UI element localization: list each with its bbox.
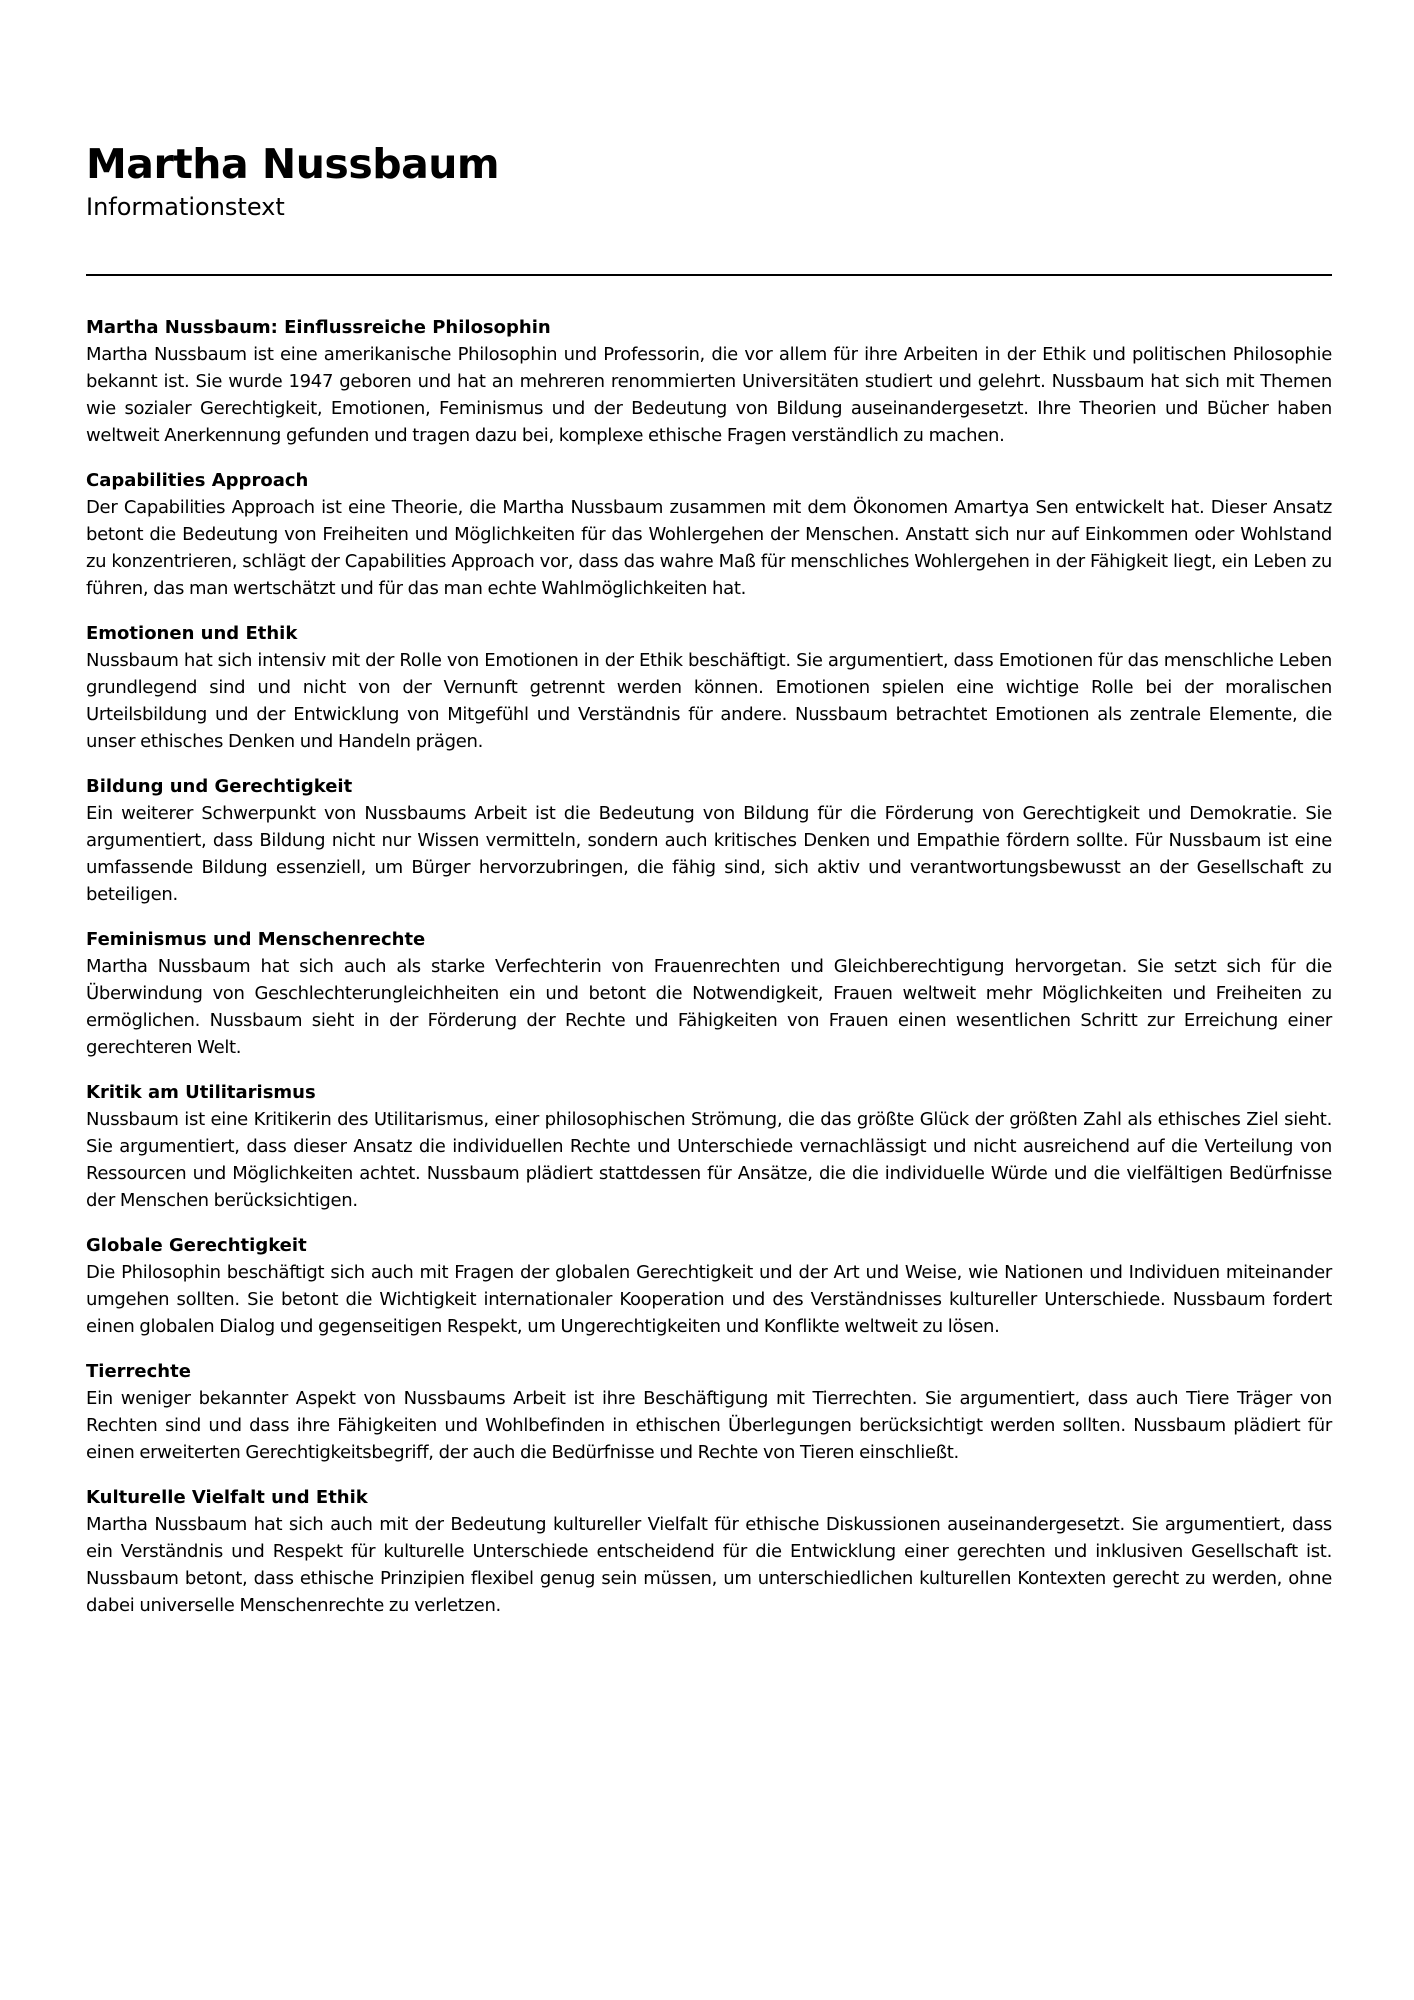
sections-container [86,314,1332,1619]
section-heading: Kulturelle Vielfalt und Ethik [86,1487,368,1508]
section-body: Ein weiterer Schwerpunkt von Nussbaums Arbeit ist die Bedeutung von Bildung für die Förderung von Gerechtigkeit und Demokratie. Sie argumentiert, dass Bildung nicht nur Wissen vermitteln, sondern auch kritisches Denken und Empathie fördern sollte. Für Nussbaum ist eine umfassende Bildung essenziell, um Bürger hervorzubringen, die fähig sind, sich aktiv und verantwortungsbewusst an der Gesellschaft zu beteiligen. [86,803,1332,905]
section-heading: Globale Gerechtigkeit [86,1235,307,1256]
section-body: Martha Nussbaum ist eine amerikanische Philosophin und Professorin, die vor allem für ihre Arbeiten in der Ethik und politischen Philosophie bekannt ist. Sie wurde 1947 geboren und hat an mehreren renommierten Universitäten studiert und gelehrt. Nussbaum hat sich mit Themen wie sozialer Gerechtigkeit, Emotionen, Feminismus und der Bedeutung von Bildung auseinandergesetzt. Ihre Theorien und Bücher haben weltweit Anerkennung gefunden und tragen dazu bei, komplexe ethische Fragen verständlich zu machen. [86,344,1332,446]
section-heading: Emotionen und Ethik [86,623,298,644]
section-emotionen-und-ethik [86,620,1332,755]
section-body: Nussbaum hat sich intensiv mit der Rolle von Emotionen in der Ethik beschäftigt. Sie argumentiert, dass Emotionen für das menschliche Leben grundlegend sind und nicht von der Vernunft getrennt werden können. Emotionen spielen eine wichtige Rolle bei der moralischen Urteilsbildung und der Entwicklung von Mitgefühl und Verständnis für andere. Nussbaum betrachtet Emotionen als zentrale Elemente, die unser ethisches Denken und Handeln prägen. [86,650,1332,752]
page-title: Martha Nussbaum [86,140,500,188]
section-feminismus-und-menschenrechte [86,926,1332,1061]
section-body: Der Capabilities Approach ist eine Theorie, die Martha Nussbaum zusammen mit dem Ökonomen Amartya Sen entwickelt hat. Dieser Ansatz betont die Bedeutung von Freiheiten und Möglichkeiten für das Wohlergehen der Menschen. Anstatt sich nur auf Einkommen oder Wohlstand zu konzentrieren, schlägt der Capabilities Approach vor, dass das wahre Maß für menschliches Wohlergehen in der Fähigkeit liegt, ein Leben zu führen, das man wertschätzt und für das man echte Wahlmöglichkeiten hat. [86,497,1332,599]
page-subtitle: Informationstext [86,193,285,221]
section-body: Die Philosophin beschäftigt sich auch mit Fragen der globalen Gerechtigkeit und der Art und Weise, wie Nationen und Individuen miteinander umgehen sollten. Sie betont die Wichtigkeit internationaler Kooperation und des Verständnisses kultureller Unterschiede. Nussbaum fordert einen globalen Dialog und gegenseitigen Respekt, um Ungerechtigkeiten und Konflikte weltweit zu lösen. [86,1262,1332,1337]
section-heading: Bildung und Gerechtigkeit [86,776,353,797]
section-body: Martha Nussbaum hat sich auch mit der Bedeutung kultureller Vielfalt für ethische Diskussionen auseinandergesetzt. Sie argumentiert, dass ein Verständnis und Respekt für kulturelle Unterschiede entscheidend für die Entwicklung einer gerechten und inklusiven Gesellschaft ist. Nussbaum betont, dass ethische Prinzipien flexibel genug sein müssen, um unterschiedlichen kulturellen Kontexten gerecht zu werden, ohne dabei universelle Menschenrechte zu verletzen. [86,1514,1332,1616]
section-heading: Feminismus und Menschenrechte [86,929,426,950]
section-heading: Capabilities Approach [86,470,309,491]
section-tierrechte [86,1358,1332,1466]
section-bildung-und-gerechtigkeit [86,773,1332,908]
section-einflussreiche-philosophin [86,314,1332,449]
section-heading: Martha Nussbaum: Einflussreiche Philosophin [86,317,551,338]
section-heading: Tierrechte [86,1361,191,1382]
section-globale-gerechtigkeit [86,1232,1332,1340]
section-kritik-am-utilitarismus [86,1079,1332,1214]
document-page [86,140,1332,1637]
section-kulturelle-vielfalt-und-ethik [86,1484,1332,1619]
section-body: Ein weniger bekannter Aspekt von Nussbaums Arbeit ist ihre Beschäftigung mit Tierrechten. Sie argumentiert, dass auch Tiere Träger von Rechten sind und dass ihre Fähigkeiten und Wohlbefinden in ethischen Überlegungen berücksichtigt werden sollten. Nussbaum plädiert für einen erweiterten Gerechtigkeitsbegriff, der auch die Bedürfnisse und Rechte von Tieren einschließt. [86,1388,1332,1463]
section-body: Nussbaum ist eine Kritikerin des Utilitarismus, einer philosophischen Strömung, die das größte Glück der größten Zahl als ethisches Ziel sieht. Sie argumentiert, dass dieser Ansatz die individuellen Rechte und Unterschiede vernachlässigt und nicht ausreichend auf die Verteilung von Ressourcen und Möglichkeiten achtet. Nussbaum plädiert stattdessen für Ansätze, die die individuelle Würde und die vielfältigen Bedürfnisse der Menschen berücksichtigen. [86,1109,1332,1211]
section-body: Martha Nussbaum hat sich auch als starke Verfechterin von Frauenrechten und Gleichberechtigung hervorgetan. Sie setzt sich für die Überwindung von Geschlechterungleichheiten ein und betont die Notwendigkeit, Frauen weltweit mehr Möglichkeiten und Freiheiten zu ermöglichen. Nussbaum sieht in der Förderung der Rechte und Fähigkeiten von Frauen einen wesentlichen Schritt zur Erreichung einer gerechteren Welt. [86,956,1332,1058]
section-heading: Kritik am Utilitarismus [86,1082,316,1103]
section-capabilities-approach [86,467,1332,602]
header-divider [86,274,1332,276]
